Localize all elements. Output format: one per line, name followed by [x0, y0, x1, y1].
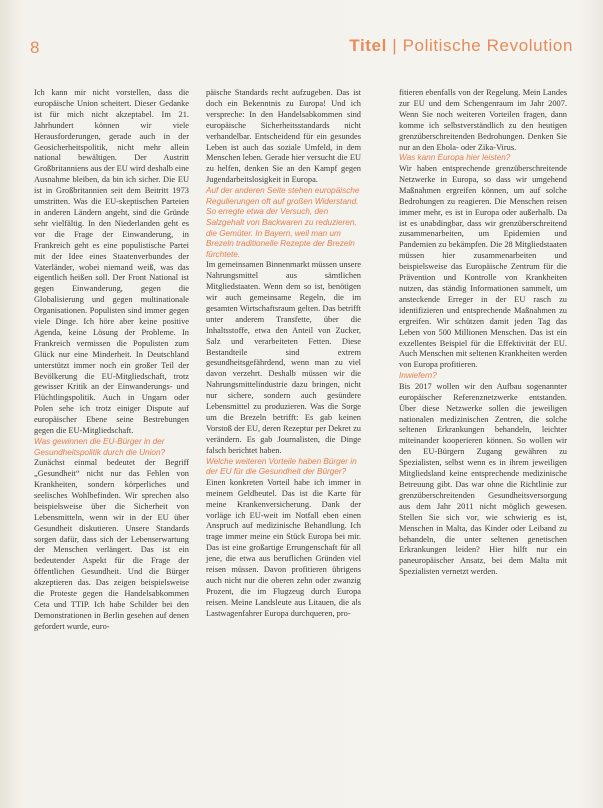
header-subtitle: Politische Revolution [402, 36, 573, 55]
paragraph: Wir haben entsprechende grenzüberschreitende Netzwerke in Europa, so dass wir umgehend Maßnahmen ergreifen können, um auf solche Bedrohungen zu reagieren. Die Menschen reisen immer mehr, es ist in Europa oder außerhalb. Da ist es unabdingbar, dass wir grenzüberschreitend zusammenarbeiten, um Epidemien und Pandemien zu bekämpfen. Die 28 Mitgliedstaaten müssen hier zusammenarbeiten und beispielsweise das Europäische Zentrum für die Prävention und Kontrolle von Krankheiten nutzen, das ständig Informationen sammelt, um ansteckende Erreger in der EU rasch zu identifizieren und entsprechende Maßnahmen zu ergreifen. Wir schützen damit jeden Tag das Leben von 500 Millionen Menschen. Das ist ein exzellentes Beispiel für die Effektivität der EU. Auch Menschen mit seltenen Krankheiten werden von Europa profitieren. [399, 164, 567, 370]
text-column-2 [206, 88, 361, 620]
page-number: 8 [30, 38, 40, 57]
interview-question: Inwiefern? [399, 371, 437, 381]
paragraph: Bis 2017 wollen wir den Aufbau sogenannter europäischer Referenznetzwerke entstanden. Über diese Netzwerke sollen die jeweiligen nationalen medizinischen Zentren, die solche seltenen Erkrankungen behandeln, leichter miteinander kooperieren können. So wollen wir den EU-Bürgern Zugang gewähren zu Spezialisten, selbst wenn es in ihrem jeweiligen Mitgliedsland keine entsprechende medizinische Betreuung gibt. Das war ohne die Richtlinie zur grenzüberschreitenden Gesundheitsversorgung aus dem Jahr 2011 nicht möglich gewesen. Stellen Sie sich vor, wie schwierig es ist, Menschen in Malta, das Kinder oder Leiband zu behandeln, die unter seltenen genetischen Erkrankungen leiden? Hier hilft nur ein paneuropäischer Ansatz, bei dem Malta mit Spezialisten vernetzt werden. [399, 381, 567, 577]
interview-question: Welche weiteren Vorteile haben Bürger in der EU für die Gesundheit der Bürger? [206, 456, 357, 477]
text-column-3 [399, 88, 567, 578]
paragraph: Im gemeinsamen Binnenmarkt müssen unsere Nahrungsmittel aus sämtlichen Mitgliedstaaten. Wenn dem so ist, benötigen wir auch gemeinsame Regeln, die im gesamten Wirtschaftsraum gelten. Das betrifft unter anderem Transfette, über die Inhaltsstoffe, etwa den Anteil von Zucker, Salz und verarbeiteten Fetten. Diese Bestandteile sind extrem gesundheitsgefährdend, wenn man zu viel davon verzehrt. Deshalb müssen wir die Nahrungsmittelindustrie dazu bringen, nicht nur sichere, sondern auch gesündere Lebensmittel zu produzieren. Was die Sorge um die Brezeln betrifft: Es gab keinen Vorstoß der EU, deren Rezeptur per Dekret zu verändern. Es gab Journalisten, die Dinge falsch berichtet haben. [206, 260, 361, 455]
interview-question: Was kann Europa hier leisten? [399, 153, 511, 163]
interview-question: Auf der anderen Seite stehen europäische Regulierungen oft auf großen Widerstand. So erregte etwa der Versuch, den Salzgehalt von Backwaren zu reduzieren, die Gemüter. In Bayern, weil man um Brezeln traditionelle Rezepte der Brezeln fürchtete. [206, 186, 360, 259]
paragraph: fitieren ebenfalls von der Regelung. Mein Landes zur EU und dem Schengenraum im Jahr 2007. Wenn Sie noch weiteren Vorteilen fragen, dann komme ich selbstverständlich zu den heutigen grenzüberschreitenden Bedrohungen. Denken Sie nur an den Ebola- oder Zika-Virus. [399, 88, 567, 152]
interview-question: Was gewinnen die EU-Bürger in der Gesundheitspolitik durch die Union? [34, 437, 166, 457]
paragraph: Einen konkreten Vorteil habe ich immer in meinem Geldbeutel. Das ist die Karte für meine Krankenversicherung. Dank der vorläge ich EU-weit im Notfall eben einen Anspruch auf medizinische Behandlung. Ich trage immer meine ein Stück Europa bei mir. Das ist eine großartige Errungenschaft für all jene, die etwa aus beruflichen Gründen viel reisen müssen. Davon profitieren übrigens auch nicht nur die oberen zehn oder zwanzig Prozent, die im Flugzeug durch Europa reisen. Meine Landsleute aus Litauen, die als Lastwagenfahrer Europa durchqueren, pro- [206, 477, 361, 618]
paragraph: päische Standards recht aufzugeben. Das ist doch ein Bekenntnis zu Europa! Und ich verspreche: In den Handelsabkommen sind europäische Sicherheitsstandards nicht verhandelbar. Entscheidend für ein gesundes Leben ist auch das soziale Umfeld, in dem Menschen leben. Gerade hier versucht die EU zu helfen, denken Sie an den Kampf gegen Jugendarbeitslosigkeit in Europa. [206, 88, 361, 185]
header-section: Titel [349, 36, 387, 55]
header-separator: | [386, 36, 403, 55]
paragraph: Ich kann mir nicht vorstellen, dass die europäische Union scheitert. Dieser Gedanke ist für mich nicht akzeptabel. Im 21. Jahrhundert können wir viele Herausforderungen, gerade auch in der Geosicherheitspolitik, nicht mehr allein national bewältigen. Der Austritt Großbritanniens aus der EU wird deshalb eine Ausnahme bleiben, da bin ich sicher. Die EU ist in Großbritannien seit dem Beitritt 1973 umstritten. Was die EU-skeptischen Parteien in anderen Ländern angeht, sind die Gründe sehr vielfältig. In den Niederlanden geht es vor die Frage der Einwanderung, in Frankreich geht es eine populistische Partei mit der Idee eines Staatenverbundes der Vaterländer, wobei niemand weiß, was das eigentlich heißen soll. Der Front National ist gegen Einwanderung, gegen die Globalisierung und gegen multinationale Organisationen. Populisten sind immer gegen viele Dinge. Ich höre aber keine positive Agenda, keine Lösung der Probleme. In Frankreich vermissen die Populisten zum Glück nur eine Minderheit. In Deutschland unterstützt immer noch ein großer Teil der Bevölkerung die EU-Mitgliedschaft, trotz gewisser Kritik an der Einwanderungs- und Flüchtlingspolitik. Auch in Ungarn oder Polen sehe ich trotz einiger Dispute auf europäischer Ebene seine Bestrebungen gegen die EU-Mitgliedschaft. [34, 88, 189, 436]
running-header [349, 36, 573, 56]
paragraph: Zunächst einmal bedeutet der Begriff „Gesundheit“ nicht nur das Fehlen von Krankheiten, sondern körperliches und seelisches Wohlbefinden. Wir sprechen also beispielsweise über die Sicherheit von Lebensmitteln, wenn wir in der EU über Gesundheit diskutieren. Unsere Standards sorgen dafür, dass sich der Lebenserwartung der Menschen verlängert. Das ist ein bedeutender Aspekt für die Frage der öffentlichen Gesundheit. Und die Bürger akzeptieren das. Das zeigen beispielsweise die Proteste gegen die Handelsabkommen Ceta und TTIP. Ich habe Schilder bei den Demonstrationen in Berlin gesehen auf denen gefordert wurde, euro- [34, 458, 189, 631]
text-column-1 [34, 88, 189, 633]
